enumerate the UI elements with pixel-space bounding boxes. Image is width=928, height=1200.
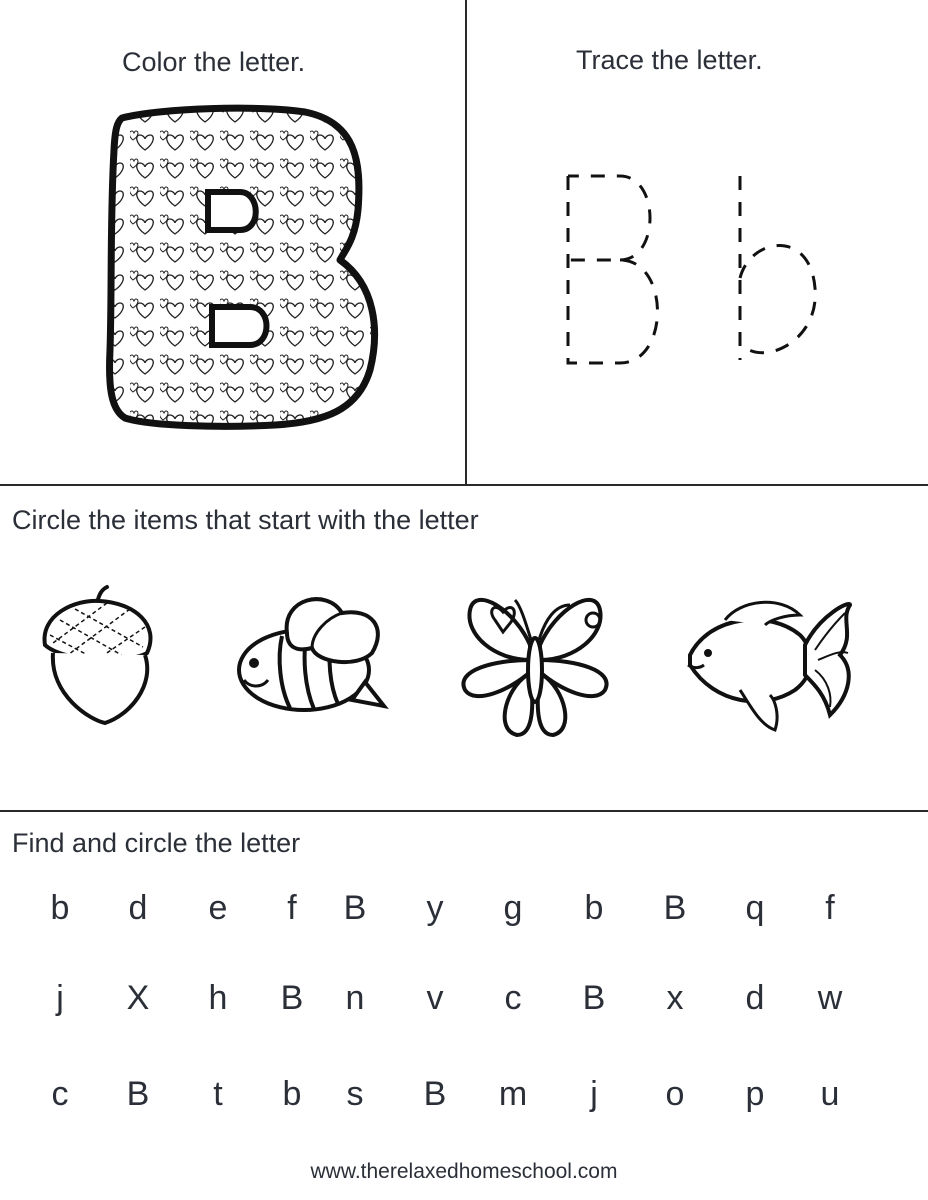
letter-cell[interactable]: n bbox=[345, 979, 365, 1017]
letter-cell[interactable]: v bbox=[426, 979, 444, 1017]
divider-middle bbox=[0, 810, 928, 812]
letter-cell[interactable]: f bbox=[287, 889, 297, 927]
letter-cell[interactable]: b bbox=[50, 889, 70, 927]
letter-cell[interactable]: B bbox=[423, 1075, 447, 1113]
bubble-letter-b-icon bbox=[100, 100, 400, 440]
letter-cell[interactable]: b bbox=[584, 889, 604, 927]
letter-cell[interactable]: m bbox=[498, 1075, 528, 1113]
letter-cell[interactable]: h bbox=[208, 979, 228, 1017]
circle-items-heading: Circle the items that start with the letter bbox=[12, 505, 479, 535]
letter-cell[interactable]: y bbox=[426, 889, 444, 927]
letter-cell[interactable]: f bbox=[825, 889, 835, 927]
letter-cell[interactable]: c bbox=[51, 1075, 69, 1113]
letter-cell[interactable]: B bbox=[126, 1075, 150, 1113]
find-letter-heading: Find and circle the letter bbox=[12, 828, 301, 858]
letter-cell[interactable]: B bbox=[663, 889, 687, 927]
divider-top bbox=[0, 484, 928, 486]
letter-cell[interactable]: q bbox=[745, 889, 765, 927]
letter-cell[interactable]: u bbox=[820, 1075, 840, 1113]
letter-cell[interactable]: o bbox=[665, 1075, 685, 1113]
trace-lowercase-b-icon bbox=[730, 168, 840, 368]
letter-cell[interactable]: t bbox=[213, 1075, 223, 1113]
letter-cell[interactable]: b bbox=[282, 1075, 302, 1113]
letter-cell[interactable]: B bbox=[280, 979, 304, 1017]
letter-cell[interactable]: s bbox=[346, 1075, 364, 1113]
letter-cell[interactable]: j bbox=[590, 1075, 598, 1113]
trace-uppercase-b-icon bbox=[560, 168, 670, 368]
acorn-icon bbox=[35, 585, 165, 725]
letter-cell[interactable]: e bbox=[208, 889, 228, 927]
bee-icon bbox=[232, 588, 392, 718]
letter-cell[interactable]: g bbox=[503, 889, 523, 927]
trace-heading: Trace the letter. bbox=[576, 45, 763, 75]
letter-cell[interactable]: X bbox=[126, 979, 150, 1017]
vertical-divider bbox=[465, 0, 467, 484]
letter-cell[interactable]: w bbox=[817, 979, 843, 1017]
letter-cell[interactable]: B bbox=[343, 889, 367, 927]
fish-icon bbox=[680, 595, 860, 735]
color-heading: Color the letter. bbox=[122, 47, 306, 77]
footer-url: www.therelaxedhomeschool.com bbox=[310, 1160, 618, 1183]
letter-cell[interactable]: B bbox=[582, 979, 606, 1017]
butterfly-icon bbox=[455, 580, 615, 740]
letter-cell[interactable]: p bbox=[745, 1075, 765, 1113]
letter-cell[interactable]: j bbox=[56, 979, 64, 1017]
letter-cell[interactable]: d bbox=[128, 889, 148, 927]
letter-cell[interactable]: d bbox=[745, 979, 765, 1017]
letter-cell[interactable]: c bbox=[504, 979, 522, 1017]
letter-cell[interactable]: x bbox=[666, 979, 684, 1017]
